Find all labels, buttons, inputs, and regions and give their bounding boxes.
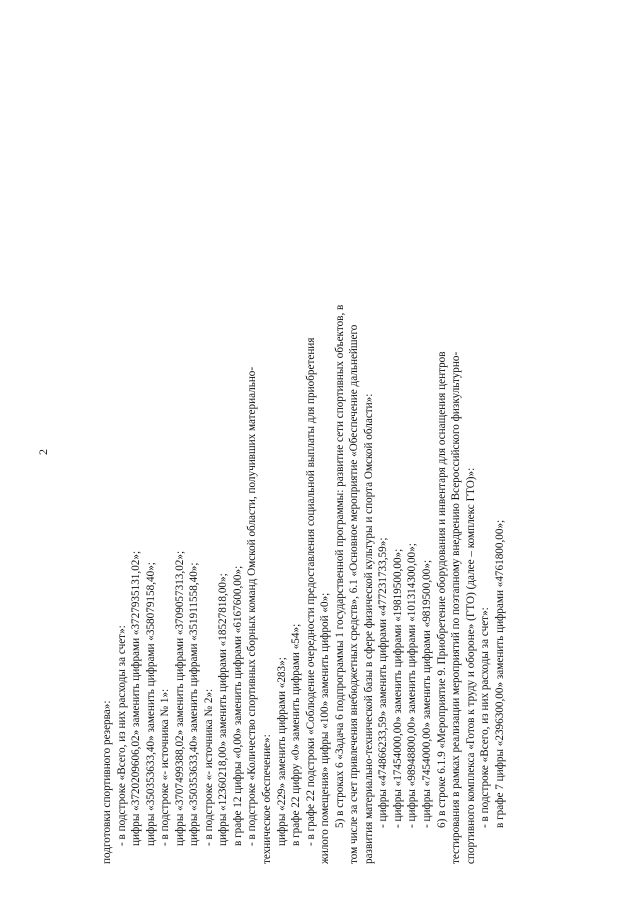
text-line: - в подстроке «Всего, из них расходы за счет»: bbox=[115, 625, 128, 846]
text-line: - в подстроке «Всего, из них расходы за счет»: bbox=[479, 607, 492, 828]
text-line: 6) в строке 6.1.9 «Мероприятие 9. Приобретение оборудования и инвентаря для оснащения центров bbox=[435, 351, 448, 828]
text-line: подготовки спортивного резерва»: bbox=[101, 700, 113, 864]
text-line: тестирования в рамках реализации мероприятий по поэтапному внедрению Всероссийского физкультурно- bbox=[450, 351, 463, 864]
text-line: цифры «3707499388,02» заменить цифрами «3709057313,02»; bbox=[173, 550, 186, 846]
text-line: - в подстроке «- источника № 1»: bbox=[159, 688, 172, 846]
page-number: 2 bbox=[36, 449, 50, 455]
text-line: - цифры «17454000,00» заменить цифрами «19819500,00»; bbox=[391, 548, 404, 828]
text-line: - цифры «98948800,00» заменить цифрами «101314300,00»; bbox=[406, 543, 419, 828]
text-line: цифры «3720209606,02» заменить цифрами «3727935131,02»; bbox=[130, 550, 143, 846]
text-line: в графе 12 цифры «0,00» заменить цифрами «6167600,00»; bbox=[231, 565, 244, 846]
text-line: - в подстроке «Количество спортивных сборных команд Омской области, получивших материально- bbox=[246, 366, 259, 846]
text-line: спортивного комплекса «Готов к труду и обороне» (ГТО) (далее – комплекс ГТО)»: bbox=[464, 467, 477, 864]
text-line: цифры «350353633,40» заменить цифрами «351911558,40»; bbox=[188, 562, 201, 846]
text-line: - цифры «474866233,59» заменить цифрами «477231733,59»; bbox=[377, 537, 390, 828]
text-line: - в подстроке «- источника № 2»: bbox=[202, 688, 215, 846]
text-line: том числе за счет привлечения внебюджетных средств», 6.1 «Основное мероприятие «Обеспечение дальнейшего bbox=[348, 324, 361, 864]
text-line: 5) в строках 6 «Задача 6 подпрограммы 1 государственной программы: развитие сети спортивных объектов, в bbox=[333, 304, 346, 828]
text-line: - в графе 22 подстроки «Соблюдение очередности предоставления социальной выплаты для приобретения bbox=[304, 337, 317, 846]
text-line: цифры «229» заменить цифрами «283»; bbox=[275, 657, 288, 846]
text-line: жилого помещения» цифры «100» заменить цифрой «0»; bbox=[319, 592, 332, 864]
text-line: цифры «350353633,40» заменить цифрами «358079158,40»; bbox=[144, 562, 157, 846]
text-line: - цифры «7454000,00» заменить цифрами «9819500,00»; bbox=[421, 559, 434, 828]
text-line: цифры «12360218,00» заменить цифрами «18527818,00»; bbox=[217, 573, 230, 846]
text-line: в графе 22 цифру «0» заменить цифрами «54»; bbox=[290, 623, 303, 846]
text-line: развития материально-технической базы в сфере физической культуры и спорта Омской области»: bbox=[362, 393, 375, 864]
text-line: в графе 7 цифры «2396300,00» заменить цифрами «4761800,00»; bbox=[493, 519, 506, 828]
document-body bbox=[100, 44, 507, 864]
text-line: техническое обеспечение»: bbox=[261, 734, 274, 864]
